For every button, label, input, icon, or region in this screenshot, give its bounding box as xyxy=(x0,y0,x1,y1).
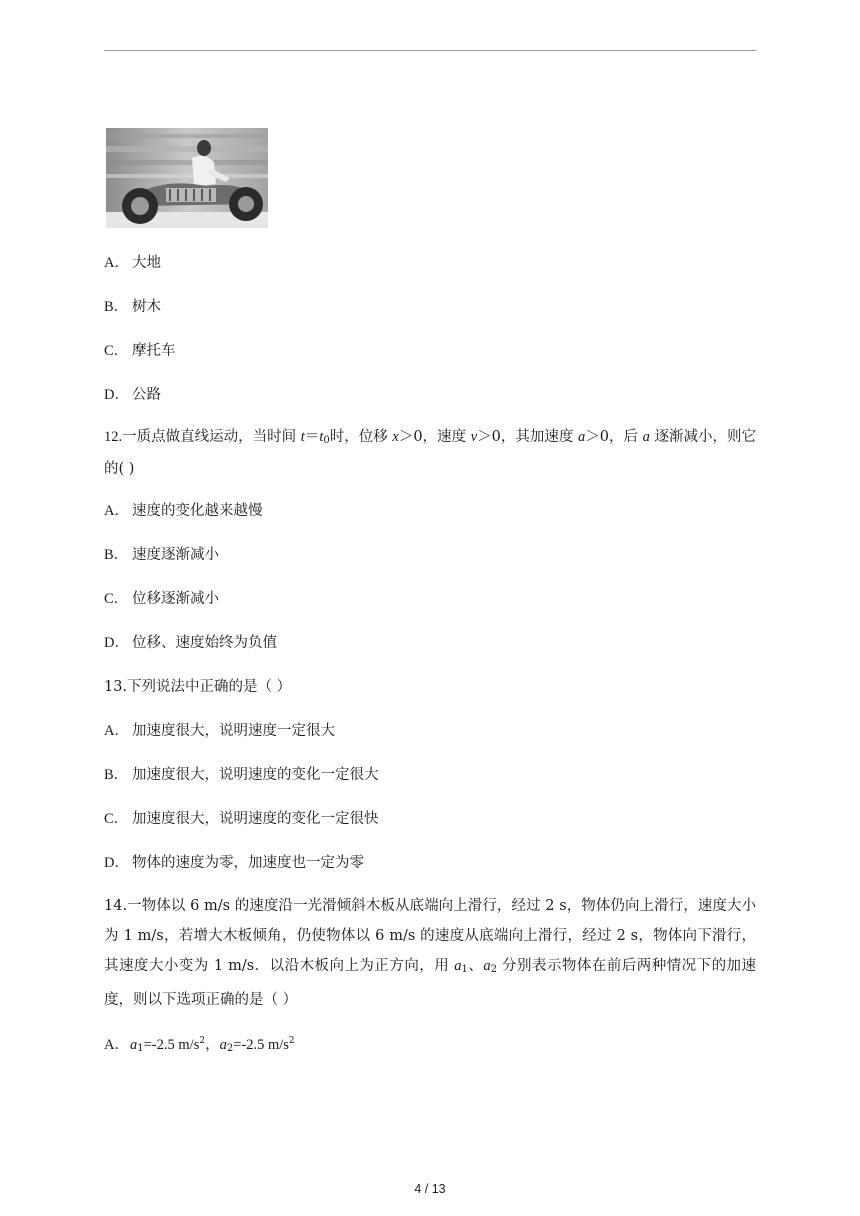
q12-option-c xyxy=(104,588,219,610)
var-a: a xyxy=(642,429,650,445)
var-a2: a xyxy=(219,1037,227,1053)
q12-option-d xyxy=(104,632,277,654)
q13-option-a xyxy=(104,720,335,742)
subscript: 2 xyxy=(490,964,497,975)
separator: ， xyxy=(205,1037,220,1053)
option-letter: C． xyxy=(104,343,129,359)
subscript: 1 xyxy=(137,1043,144,1054)
subscript: 2 xyxy=(226,1043,234,1054)
option-letter: B． xyxy=(104,299,129,315)
var-a: a xyxy=(578,429,586,445)
option-letter: A． xyxy=(104,255,129,271)
q14-stem xyxy=(104,891,756,1015)
stem-text: 一质点做直线运动，当时间 xyxy=(122,429,301,445)
option-letter: A． xyxy=(104,1037,129,1053)
header-rule xyxy=(104,50,756,51)
q11-option-a xyxy=(104,252,161,274)
option-text: 加速度很大，说明速度一定很大 xyxy=(132,723,335,739)
value-text: =-2.5 m/s xyxy=(233,1037,289,1053)
option-letter: D． xyxy=(104,387,129,403)
option-text: 树木 xyxy=(132,299,161,315)
var-v: v xyxy=(470,429,478,445)
subscript: 0 xyxy=(323,435,330,446)
option-letter: C． xyxy=(104,591,129,607)
var-x: x xyxy=(392,429,399,445)
stem-text: 逐渐减小，则它的( ) xyxy=(104,429,756,477)
option-text: 位移、速度始终为负值 xyxy=(132,635,277,651)
q14-option-a xyxy=(104,1030,295,1060)
option-letter: D． xyxy=(104,855,129,871)
stem-text: 14.一物体以 6 m/s 的速度沿一光滑倾斜木板从底端向上滑行，经过 2 s，物体仍向上滑行，速度大小为 1 m/s，若增大木板倾角，仍使物体以 6 m/s 的速度从底端向上滑行，经过 2 s，物体向下滑行，其速度大小变为 1 m/s．以沿木板向上为正方向，用 xyxy=(104,898,756,974)
q12-option-a xyxy=(104,500,263,522)
q12-stem xyxy=(104,423,756,483)
option-text: 物体的速度为零，加速度也一定为零 xyxy=(132,855,364,871)
option-text: 加速度很大，说明速度的变化一定很快 xyxy=(132,811,379,827)
option-letter: D． xyxy=(104,635,129,651)
var-t: t xyxy=(300,429,305,445)
var-a2: a xyxy=(483,958,491,974)
stem-text: ＞0，其加速度 xyxy=(477,429,578,445)
q12-option-b xyxy=(104,544,219,566)
var-a1: a xyxy=(454,958,462,974)
option-text: 速度的变化越来越慢 xyxy=(132,503,263,519)
option-letter: C． xyxy=(104,811,129,827)
option-letter: A． xyxy=(104,723,129,739)
q11-option-b xyxy=(104,296,161,318)
option-letter: A． xyxy=(104,503,129,519)
option-text: 速度逐渐减小 xyxy=(132,547,219,563)
option-text: 大地 xyxy=(132,255,161,271)
page-number: 4 / 13 xyxy=(414,1182,446,1196)
stem-text: ＞0，速度 xyxy=(398,429,471,445)
stem-text: 分别表示物体在前后两种情况下的加速度，则以下选项正确的是（ ） xyxy=(104,958,756,1008)
option-text: 公路 xyxy=(132,387,161,403)
option-text: 位移逐渐减小 xyxy=(132,591,219,607)
var-a1: a xyxy=(130,1037,138,1053)
superscript: 2 xyxy=(288,1036,295,1046)
subscript: 1 xyxy=(461,964,468,975)
option-text: 摩托车 xyxy=(132,343,176,359)
option-letter: B． xyxy=(104,547,129,563)
motorcycle-photo xyxy=(106,128,268,228)
stem-text: ＝ xyxy=(304,429,320,445)
q11-option-c xyxy=(104,340,176,362)
q13-stem: 13.下列说法中正确的是（ ） xyxy=(104,679,292,695)
option-letter: B． xyxy=(104,767,129,783)
q11-option-d xyxy=(104,384,161,406)
option-text: 加速度很大，说明速度的变化一定很大 xyxy=(132,767,379,783)
value-text: =-2.5 m/s xyxy=(143,1037,200,1053)
q13-option-c xyxy=(104,808,379,830)
stem-text: 、 xyxy=(467,958,484,974)
stem-text: 时，位移 xyxy=(329,429,393,445)
stem-text: ＞0，后 xyxy=(585,429,643,445)
superscript: 2 xyxy=(199,1036,206,1046)
var-t0: t xyxy=(319,429,324,445)
question-number: 12. xyxy=(104,429,123,445)
q13-option-d xyxy=(104,852,364,874)
q13-option-b xyxy=(104,764,379,786)
